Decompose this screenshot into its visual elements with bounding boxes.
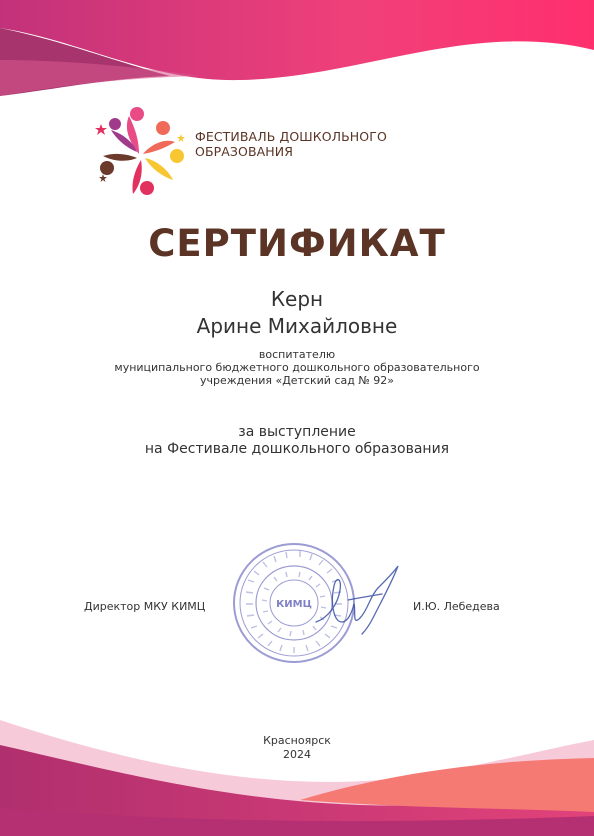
- festival-name-line1: ФЕСТИВАЛЬ ДОШКОЛЬНОГО: [195, 129, 387, 144]
- institution-line2: учреждения «Детский сад № 92»: [199, 374, 395, 387]
- festival-name: [195, 129, 425, 159]
- festival-name-line2: ОБРАЗОВАНИЯ: [195, 144, 294, 159]
- recipient-name: [0, 286, 594, 340]
- recipient-position: [80, 348, 514, 387]
- city: Красноярск: [263, 734, 331, 747]
- certificate-title: СЕРТИФИКАТ: [148, 222, 446, 265]
- award-line1: за выступление: [238, 424, 356, 440]
- signatory-name: И.Ю. Лебедева: [413, 600, 500, 613]
- festival-logo: [93, 104, 189, 200]
- star-icon: [99, 174, 107, 182]
- stamp-center-text: КИМЦ: [276, 599, 312, 610]
- award-text: [0, 424, 594, 458]
- handwritten-signature: [308, 560, 408, 638]
- logo-figures: [100, 107, 184, 195]
- star-icon: [177, 134, 185, 142]
- recipient-surname: Керн: [270, 287, 324, 311]
- institution-line1: муниципального бюджетного дошкольного образовательного: [114, 361, 480, 374]
- footer: [0, 734, 594, 762]
- position-title: воспитателю: [258, 348, 336, 361]
- award-line2: на Фестивале дошкольного образования: [144, 441, 450, 457]
- director-title: Директор МКУ КИМЦ: [84, 600, 206, 613]
- year: 2024: [283, 748, 311, 761]
- recipient-given-names: Арине Михайловне: [196, 314, 398, 338]
- star-icon: [95, 124, 107, 135]
